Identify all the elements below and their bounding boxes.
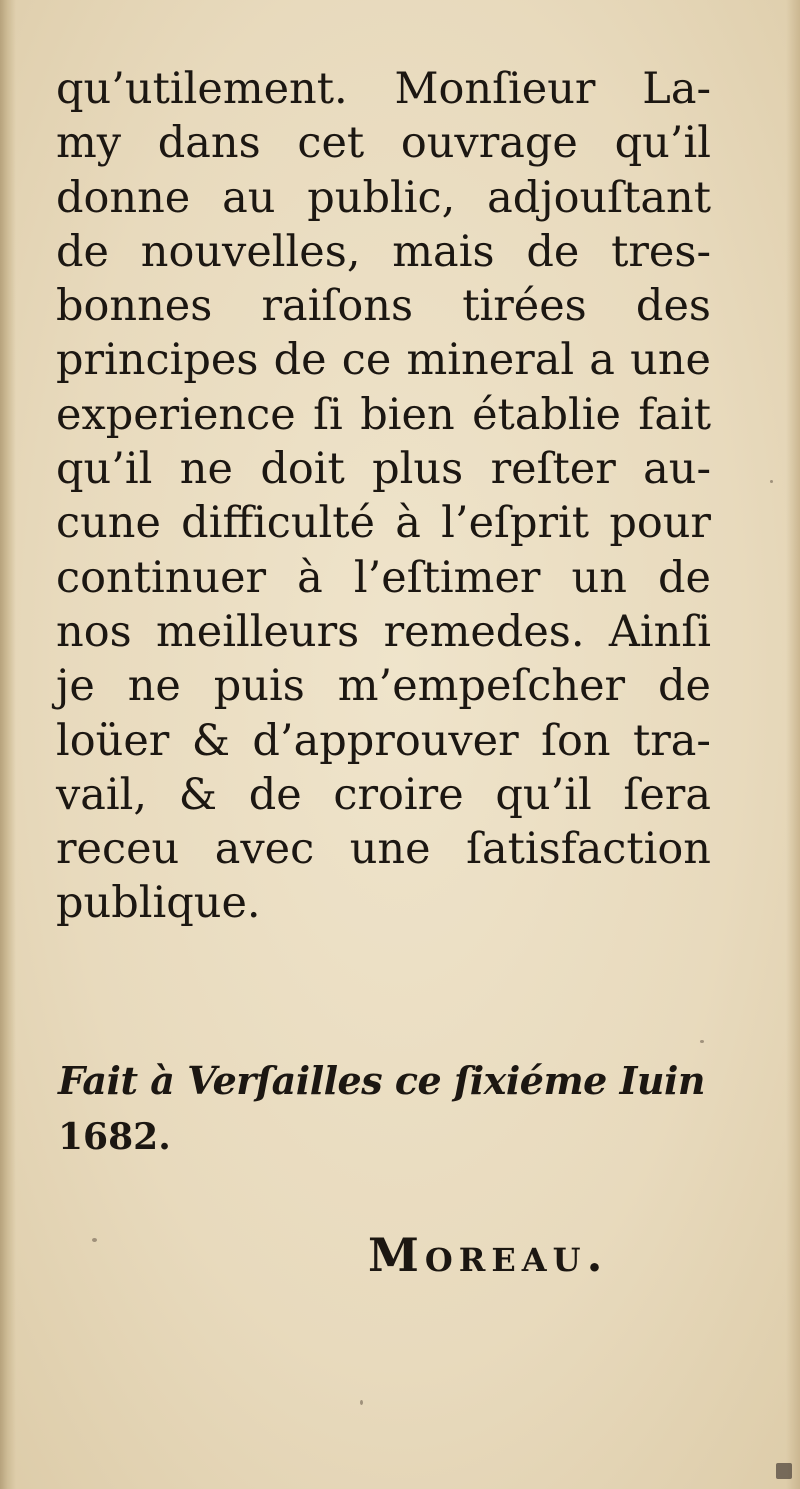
text-word: établie <box>472 389 621 440</box>
year-line: 1682. <box>58 1116 171 1158</box>
text-line <box>56 388 711 442</box>
text-line <box>56 551 711 605</box>
text-word: m’empeſcher <box>337 661 626 712</box>
text-word: qu’il <box>56 444 153 495</box>
text-word: La- <box>642 64 711 114</box>
text-word: Monſieur <box>394 64 596 114</box>
text-word: qu’il <box>614 118 711 169</box>
text-word: & <box>191 715 230 766</box>
text-word: mineral <box>406 335 575 386</box>
text-word: tirées <box>462 281 587 332</box>
text-word: ſon <box>541 715 611 766</box>
text-word: de <box>273 335 327 386</box>
text-word: publique. <box>56 878 261 929</box>
text-word: reſter <box>490 444 616 495</box>
paper-speck <box>92 1238 97 1242</box>
text-word: des <box>635 281 711 332</box>
text-word: une <box>349 824 431 875</box>
text-word: plus <box>372 444 464 495</box>
text-word: doit <box>260 444 345 495</box>
text-word: de <box>657 552 711 603</box>
page-edge-shadow <box>786 0 800 1489</box>
paper-speck <box>360 1400 363 1405</box>
text-word: mais <box>392 226 495 277</box>
text-word: puis <box>213 661 305 712</box>
corner-mark <box>776 1463 792 1479</box>
text-word: fait <box>638 389 711 440</box>
text-word: pour <box>609 498 711 549</box>
text-word: nos <box>56 606 132 657</box>
text-word: à <box>395 498 421 549</box>
text-word: vail, <box>56 769 148 820</box>
text-line <box>56 768 711 822</box>
text-word: un <box>571 552 627 603</box>
text-word: ne <box>127 661 181 712</box>
text-word: tres- <box>611 226 711 277</box>
text-word: raiſons <box>261 281 414 332</box>
text-word: continuer <box>56 552 267 603</box>
text-word: ouvrage <box>400 118 578 169</box>
text-word: bonnes <box>56 281 213 332</box>
text-word: tra- <box>632 715 711 766</box>
text-line <box>56 876 711 930</box>
text-word: ce <box>341 335 392 386</box>
text-word: meilleurs <box>155 606 360 657</box>
page-gutter-shadow <box>0 0 16 1489</box>
text-line <box>56 442 711 496</box>
text-word: adjouſtant <box>487 172 711 223</box>
text-line <box>56 62 711 116</box>
text-word: remedes. <box>383 606 585 657</box>
text-word: une <box>630 335 711 386</box>
text-word: je <box>56 661 95 712</box>
text-word: à <box>297 552 323 603</box>
text-word: l’eſprit <box>441 498 590 549</box>
text-line <box>56 116 711 170</box>
paper-speck <box>770 480 773 483</box>
text-line <box>56 333 711 387</box>
text-word: nouvelles, <box>140 226 361 277</box>
text-line <box>56 225 711 279</box>
text-word: public, <box>307 172 456 223</box>
text-word: principes <box>56 335 259 386</box>
text-line <box>56 714 711 768</box>
text-word: ne <box>179 444 233 495</box>
place-date-line: Fait à Verſailles ce ſixiéme Iuin <box>58 1058 706 1103</box>
text-word: l’eſtimer <box>353 552 541 603</box>
text-line <box>56 822 711 876</box>
text-word: & <box>178 769 218 820</box>
text-word: croire <box>333 769 464 820</box>
text-word: cet <box>297 118 365 169</box>
text-word: donne <box>56 172 191 223</box>
text-word: de <box>526 226 580 277</box>
text-line <box>56 659 711 713</box>
text-line <box>56 496 711 550</box>
text-word: de <box>56 226 109 277</box>
text-line <box>56 279 711 333</box>
signature: Moreau. <box>368 1228 609 1282</box>
paper-speck <box>700 1040 704 1043</box>
text-word: dans <box>157 118 261 169</box>
text-line <box>56 605 711 659</box>
text-word: au <box>222 172 276 223</box>
text-word: a <box>589 335 615 386</box>
text-word: de <box>248 769 302 820</box>
text-line <box>56 171 711 225</box>
text-word: ſatisfaction <box>466 824 711 875</box>
text-word: my <box>56 118 122 169</box>
text-word: experience <box>56 389 296 440</box>
text-word: receu <box>56 824 180 875</box>
text-word: loüer <box>56 715 170 766</box>
text-word: avec <box>214 824 315 875</box>
text-word: ſera <box>623 769 711 820</box>
body-text <box>56 62 711 931</box>
text-word: bien <box>360 389 455 440</box>
text-word: de <box>658 661 711 712</box>
text-word: d’approuver <box>252 715 519 766</box>
text-word: ſi <box>313 389 343 440</box>
text-word: au- <box>643 444 711 495</box>
text-word: qu’utilement. <box>56 64 348 114</box>
text-word: Ainſi <box>608 606 711 657</box>
text-word: difficulté <box>181 498 376 549</box>
text-word: cune <box>56 498 161 549</box>
text-word: qu’il <box>495 769 592 820</box>
